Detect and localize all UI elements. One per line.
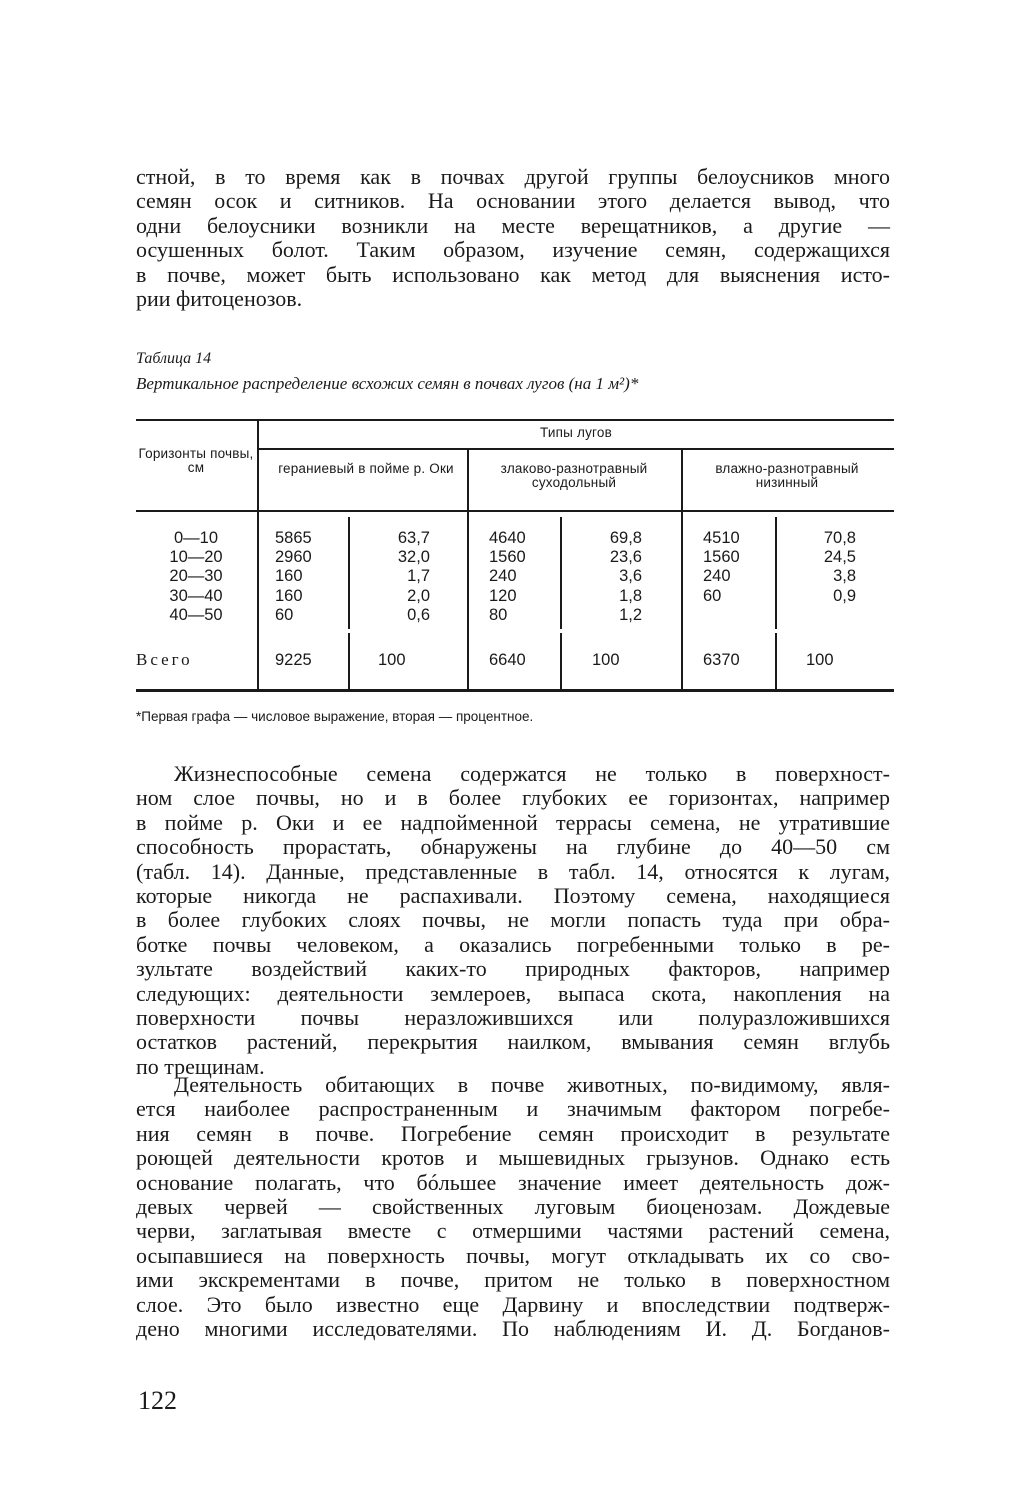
header-type-3: влажно-разнотравный низинный [715, 461, 859, 490]
table-footnote: *Первая графа — числовое выражение, вторая — процентное. [136, 709, 534, 724]
text-line: слое. Это было известно еще Дарвину и впоследствии подтверж- [136, 1291, 890, 1317]
text-line: которые никогда не распахивали. Поэтому семена, находящиеся [136, 883, 890, 909]
text-line: стной, в то время как в почвах другой группы белоусников много [136, 164, 890, 189]
header-divider [257, 448, 894, 450]
table-cell: 63,7 [397, 529, 430, 547]
table-cell: 5865 [275, 529, 312, 547]
header-meadow-types: Типы лугов [540, 425, 612, 440]
text-line: следующих: деятельности землероев, выпаса скота, накопления на [136, 980, 890, 1006]
seed-distribution-table [136, 419, 894, 693]
text-line: осыпавшиеся на поверхность почвы, могут откладывать их со сво- [136, 1242, 890, 1268]
paragraph-intro [136, 165, 890, 311]
type1-percent-column [366, 529, 430, 625]
total-cell: 100 [378, 651, 406, 669]
table-cell: 0,9 [833, 586, 856, 605]
table-cell: 30—40 [169, 586, 223, 605]
page-number: 122 [138, 1386, 177, 1415]
text-line: дено многими исследователями. По наблюдениям И. Д. Богданов- [136, 1316, 890, 1342]
text-line: осушенных болот. Таким образом, изучение семян, содержащихся [136, 237, 890, 263]
table-cell: 0,6 [407, 605, 430, 624]
table-cell: 60 [703, 586, 722, 605]
table-cell: 4510 [703, 529, 740, 547]
type2-count-column [489, 529, 549, 625]
table-label: Таблица 14 [136, 350, 212, 367]
col-divider [348, 517, 350, 629]
text-line: ботке почвы человеком, а оказались погребенными только в ре- [136, 931, 890, 957]
text-line: одни белоусники возникли на месте верещатников, а другие — [136, 212, 890, 238]
text-line: рии фитоценозов. [136, 286, 303, 312]
table-cell: 40—50 [169, 605, 223, 624]
table-cell: 240 [703, 567, 731, 586]
table-cell: 2,0 [407, 586, 430, 605]
table-cell: 0—10 [173, 529, 219, 547]
table-top-rule [136, 419, 894, 421]
text-line: по трещинам. [136, 1053, 265, 1079]
total-cell: 100 [592, 651, 620, 669]
text-line: семян осок и ситников. На основании этого делается вывод, что [136, 188, 890, 214]
text-line: остатков растений, перекрытия наилком, вмывания семян вглубь [136, 1029, 890, 1055]
text-line: в пойме р. Оки и ее надпойменной террасы семена, не утратившие [136, 809, 890, 835]
type2-percent-column [576, 529, 642, 625]
table-bottom-rule [136, 689, 894, 692]
table-cell: 69,8 [609, 529, 642, 547]
table-cell: 1,2 [619, 605, 642, 624]
text-line: Деятельность обитающих в почве животных, по-видимому, явля- [174, 1072, 890, 1097]
col-divider [560, 633, 562, 691]
text-line: ния семян в почве. Погребение семян происходит в результате [136, 1120, 890, 1146]
text-line: ими экскрементами в почве, притом не только в поверхностном [136, 1267, 890, 1293]
total-cell: 6640 [489, 651, 526, 669]
table-cell: 3,6 [619, 567, 642, 586]
header-horizons: Горизонты почвы, см [138, 446, 254, 475]
text-line: поверхности почвы неразложившихся или полуразложившихся [136, 1005, 890, 1031]
paragraph-viable-seeds [136, 762, 890, 1079]
table-cell: 4640 [489, 529, 526, 547]
text-line: (табл. 14). Данные, представленные в табл. 14, относятся к лугам, [136, 858, 890, 884]
text-line: зультате воздействий каких-то природных факторов, например [136, 956, 890, 982]
text-line: ном слое почвы, но и в более глубоких ее горизонтах, например [136, 785, 890, 811]
text-line: ется наиболее распространенным и значимым фактором погребе- [136, 1096, 890, 1122]
col-divider [681, 448, 683, 691]
table-cell: 2960 [275, 548, 312, 567]
table-caption: Вертикальное распределение всхожих семян в почвах лугов (на 1 м²)* [136, 374, 639, 393]
col-divider [257, 419, 259, 691]
table-cell: 1,7 [407, 567, 430, 586]
table-cell: 32,0 [397, 548, 430, 567]
header-type-1: гераниевый в пойме р. Оки [278, 461, 454, 476]
table-cell: 1560 [703, 548, 740, 567]
total-cell: 9225 [275, 651, 312, 669]
header-bottom-rule [136, 510, 894, 512]
table-cell: 60 [275, 605, 294, 624]
table-cell: 10—20 [169, 548, 223, 567]
total-cell: 100 [806, 651, 834, 669]
table-cell: 160 [275, 586, 303, 605]
text-line: в более глубоких слоях почвы, не могли попасть туда при обра- [136, 907, 890, 933]
table-cell: 240 [489, 567, 517, 586]
table-cell: 80 [489, 605, 508, 624]
table-cell: 70,8 [823, 529, 856, 547]
text-line: Жизнеспособные семена содержатся не только в поверхност- [174, 761, 890, 786]
total-label: Всего [136, 650, 193, 669]
col-divider [560, 517, 562, 629]
table-cell: 1560 [489, 548, 526, 567]
table-cell: 160 [275, 567, 303, 586]
text-line: черви, заглатывая вместе с отмершими частями растений семена, [136, 1218, 890, 1244]
text-line: девых червей — свойственных луговым биоценозам. Дождевые [136, 1194, 890, 1220]
col-divider [775, 633, 777, 691]
table-cell: 120 [489, 586, 517, 605]
table-cell: 20—30 [169, 567, 223, 586]
col-divider [348, 633, 350, 691]
header-type-2: злаково-разнотравный суходольный [500, 461, 648, 490]
horizons-column [136, 529, 256, 625]
col-divider [775, 517, 777, 629]
paragraph-animals [136, 1073, 890, 1341]
text-line: в почве, может быть использовано как метод для выяснения исто- [136, 261, 890, 287]
table-cell: 3,8 [833, 567, 856, 586]
type3-percent-column [790, 529, 856, 606]
type3-count-column [703, 529, 763, 606]
table-cell: 23,6 [609, 548, 642, 567]
type1-count-column [275, 529, 335, 625]
text-line: основание полагать, что бóльшее значение имеет деятельность дож- [136, 1169, 890, 1195]
text-line: способность прорастать, обнаружены на глубине до 40—50 см [136, 834, 890, 860]
text-line: роющей деятельности кротов и мышевидных грызунов. Однако есть [136, 1145, 890, 1171]
table-cell: 24,5 [823, 548, 856, 567]
total-cell: 6370 [703, 651, 740, 669]
col-divider [467, 448, 469, 691]
table-cell: 1,8 [619, 586, 642, 605]
